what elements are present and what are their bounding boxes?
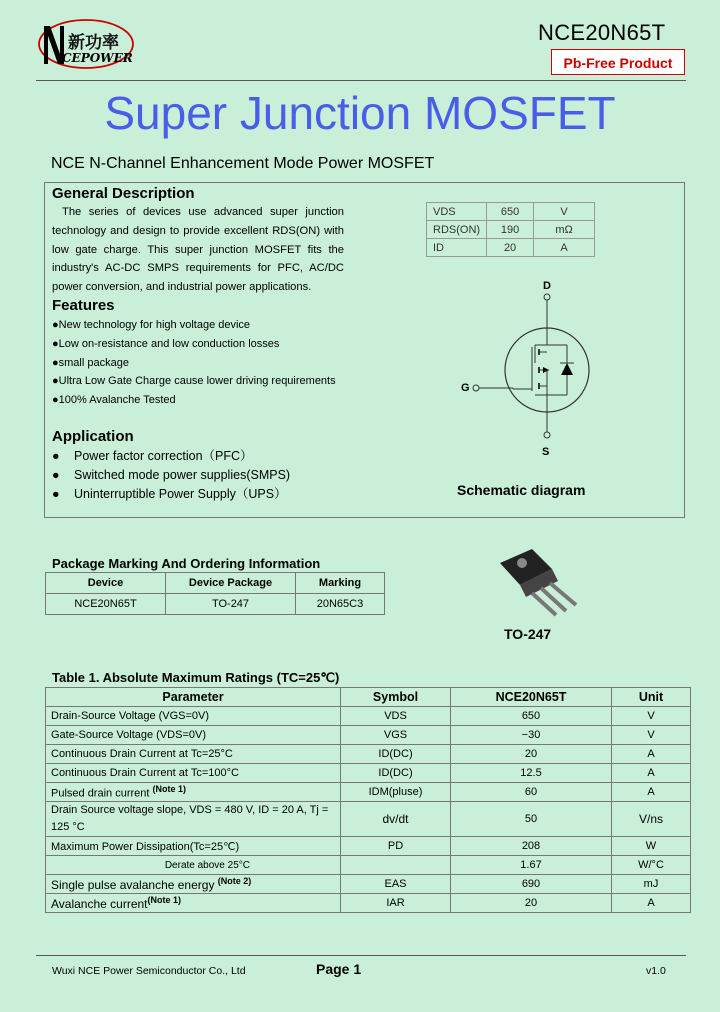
to247-package-image [494, 545, 584, 623]
table1-title: Table 1. Absolute Maximum Ratings (TC=25℃) [52, 670, 340, 685]
value-cell: 690 [451, 875, 612, 894]
package-cell: 20N65C3 [296, 594, 385, 615]
value-cell: 50 [451, 802, 612, 837]
symbol-cell: ID(DC) [341, 745, 451, 764]
note-ref: (Note 2) [217, 876, 252, 886]
table-row [46, 764, 691, 783]
spec-symbol: VDS [427, 203, 487, 221]
symbol-cell: IAR [341, 894, 451, 913]
company-logo [36, 18, 136, 72]
spec-value: 650 [487, 203, 534, 221]
unit-cell: W/°C [612, 856, 691, 875]
package-row [46, 594, 385, 615]
table-row [46, 856, 691, 875]
symbol-cell: IDM(pluse) [341, 783, 451, 802]
feature-item: ●100% Avalanche Tested [52, 394, 176, 407]
schematic-caption: Schematic diagram [457, 482, 586, 498]
application-item: ● Power factor correction（PFC） [52, 449, 253, 463]
page-title: Super Junction MOSFET [104, 87, 616, 139]
unit-cell: mJ [612, 875, 691, 894]
package-cell: NCE20N65T [46, 594, 166, 615]
symbol-cell: EAS [341, 875, 451, 894]
param-cell: Drain Source voltage slope, VDS = 480 V, ID = 20 A, Tj = 125 °C [46, 802, 341, 837]
general-description-text: The series of devices use advanced super junction technology and design to provide excellent RDS(ON) with low gate charge. This super junction MOSFET fits the industry's AC-DC SMPS requirements for PFC, AC/DC power conversion, and industrial power applications. [52, 206, 344, 294]
param-cell: Derate above 25°C [46, 856, 341, 875]
general-description-heading: General Description [52, 185, 195, 202]
spec-symbol: RDS(ON) [427, 221, 487, 239]
table-row [46, 783, 691, 802]
footer-page-number: Page 1 [316, 961, 362, 977]
param-cell: Continuous Drain Current at Tc=100°C [46, 764, 341, 783]
spec-unit: A [534, 239, 595, 257]
table1-header-cell: Symbol [341, 688, 451, 707]
package-cell: TO-247 [166, 594, 296, 615]
spec-unit: mΩ [534, 221, 595, 239]
unit-cell: A [612, 894, 691, 913]
spec-value: 20 [487, 239, 534, 257]
drain-label: D [543, 280, 551, 292]
symbol-cell: ID(DC) [341, 764, 451, 783]
value-cell: 60 [451, 783, 612, 802]
feature-item: ●New technology for high voltage device [52, 319, 251, 331]
table-row [46, 707, 691, 726]
application-heading: Application [52, 428, 134, 445]
unit-cell: A [612, 764, 691, 783]
package-table [45, 572, 385, 615]
application-item: ● Switched mode power supplies(SMPS) [52, 468, 291, 482]
table-row [46, 894, 691, 913]
value-cell: 20 [451, 894, 612, 913]
unit-cell: V/ns [612, 802, 691, 837]
value-cell: 12.5 [451, 764, 612, 783]
source-label: S [542, 446, 550, 458]
param-cell: Single pulse avalanche energy $^{(Note 2)}$ [46, 875, 341, 894]
feature-item: ●small package [52, 356, 129, 369]
features-list [52, 316, 336, 410]
page-subtitle: NCE N-Channel Enhancement Mode Power MOSFET [51, 155, 435, 172]
param-cell: Avalanche current$^{(Note 1)}$ [46, 894, 341, 913]
package-header-row [46, 573, 385, 594]
package-header-cell: Marking [296, 573, 385, 594]
logo-chinese-text: 新功率 [68, 33, 119, 53]
param-cell: Drain-Source Voltage (VGS=0V) [46, 707, 341, 726]
spec-row [427, 203, 595, 221]
spec-row [427, 221, 595, 239]
unit-cell: A [612, 745, 691, 764]
value-cell: 1.67 [451, 856, 612, 875]
table1-header-cell: Parameter [46, 688, 341, 707]
table1-header-row [46, 688, 691, 707]
footer-divider [36, 955, 686, 956]
symbol-cell: VDS [341, 707, 451, 726]
symbol-cell: PD [341, 837, 451, 856]
value-cell: −30 [451, 726, 612, 745]
value-cell: 208 [451, 837, 612, 856]
table1-header-cell: Unit [612, 688, 691, 707]
absolute-max-ratings-table [45, 687, 691, 913]
key-spec-table [426, 202, 595, 257]
spec-symbol: ID [427, 239, 487, 257]
param-cell: Maximum Power Dissipation(Tc=25℃) [46, 837, 341, 856]
feature-item: ●Ultra Low Gate Charge cause lower driving requirements [52, 375, 336, 388]
spec-value: 190 [487, 221, 534, 239]
package-image-caption: TO-247 [504, 626, 552, 642]
note-ref: (Note 1) [152, 784, 187, 795]
value-cell: 20 [451, 745, 612, 764]
symbol-cell: dv/dt [341, 802, 451, 837]
spec-unit: V [534, 203, 595, 221]
footer-company: Wuxi NCE Power Semiconductor Co., Ltd [52, 965, 246, 977]
package-heading: Package Marking And Ordering Information [52, 556, 321, 571]
value-cell: 650 [451, 707, 612, 726]
note-ref: (Note 1) [147, 895, 182, 905]
part-number: NCE20N65T [538, 20, 666, 45]
param-cell: Gate-Source Voltage (VDS=0V) [46, 726, 341, 745]
table-row [46, 837, 691, 856]
header-divider [36, 80, 686, 81]
unit-cell: V [612, 726, 691, 745]
application-item: ● Uninterruptible Power Supply（UPS） [52, 487, 287, 501]
mosfet-schematic-diagram [455, 275, 605, 465]
param-cell: Continuous Drain Current at Tc=25°C [46, 745, 341, 764]
param-cell: Pulsed drain current $^{(Note 1)}$ [46, 783, 341, 802]
table-row [46, 726, 691, 745]
table-row [46, 802, 691, 837]
table-row [46, 875, 691, 894]
unit-cell: W [612, 837, 691, 856]
table1-header-cell: NCE20N65T [451, 688, 612, 707]
unit-cell: A [612, 783, 691, 802]
package-header-cell: Device Package [166, 573, 296, 594]
feature-item: ●Low on-resistance and low conduction losses [52, 337, 280, 350]
pb-free-badge: Pb-Free Product [551, 49, 685, 75]
footer-version: v1.0 [646, 965, 666, 977]
package-header-cell: Device [46, 573, 166, 594]
features-heading: Features [52, 297, 115, 314]
unit-cell: V [612, 707, 691, 726]
gate-label: G [461, 382, 470, 394]
symbol-cell [341, 856, 451, 875]
table-row [46, 745, 691, 764]
spec-row [427, 239, 595, 257]
symbol-cell: VGS [341, 726, 451, 745]
logo-sub-text: CEPOWER [62, 51, 133, 65]
application-list [52, 447, 290, 504]
